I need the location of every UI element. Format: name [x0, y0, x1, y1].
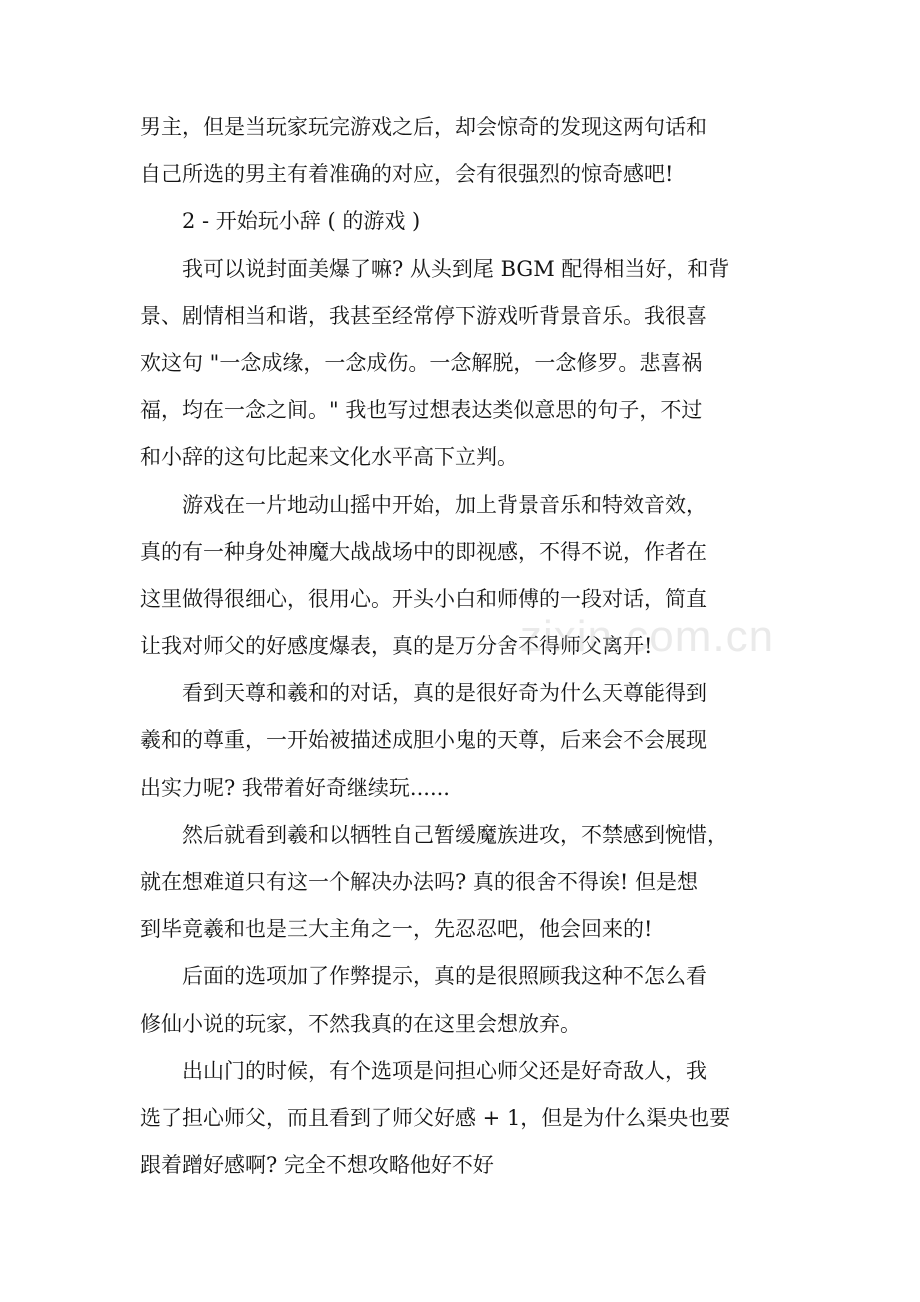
- text-line: 然后就看到羲和以牺牲自己暂缓魔族进攻，不禁感到惋惜，: [140, 822, 728, 847]
- text-line: 福，均在一念之间。" 我也写过想表达类似意思的句子，不过: [140, 398, 703, 423]
- text-line: 自己所选的男主有着准确的对应，会有很强烈的惊奇感吧!: [140, 162, 674, 187]
- section-heading: 2 - 开始玩小辞 ( 的游戏 ): [140, 209, 421, 234]
- text-line: 看到天尊和羲和的对话，真的是很好奇为什么天尊能得到: [140, 681, 707, 706]
- text-line: 欢这句 "一念成缘，一念成伤。一念解脱，一念修罗。悲喜祸: [140, 350, 703, 375]
- text-line: 修仙小说的玩家，不然我真的在这里会想放弃。: [140, 1011, 581, 1036]
- text-line: 真的有一种身处神魔大战战场中的即视感，不得不说，作者在: [140, 539, 707, 564]
- document-body: [140, 104, 780, 1189]
- text-line: 出山门的时候，有个选项是问担心师父还是好奇敌人，我: [140, 1058, 707, 1083]
- text-line: 让我对师父的好感度爆表，真的是万分舍不得师父离开!: [140, 634, 653, 659]
- text-line: 羲和的尊重，一开始被描述成胆小鬼的天尊，后来会不会展现: [140, 728, 707, 753]
- text-line: 这里做得很细心，很用心。开头小白和师傅的一段对话，简直: [140, 586, 707, 611]
- text-line: 我可以说封面美爆了嘛? 从头到尾 BGM 配得相当好，和背: [140, 256, 730, 281]
- text-line: 后面的选项加了作弊提示，真的是很照顾我这种不怎么看: [140, 964, 707, 989]
- text-line: 就在想难道只有这一个解决办法吗? 真的很舍不得诶! 但是想: [140, 870, 699, 894]
- text-line: 游戏在一片地动山摇中开始，加上背景音乐和特效音效，: [140, 492, 707, 517]
- text-line: 和小辞的这句比起来文化水平高下立判。: [140, 445, 518, 470]
- text-line: 男主，但是当玩家玩完游戏之后，却会惊奇的发现这两句话和: [140, 115, 707, 139]
- text-line: 跟着蹭好感啊? 完全不想攻略他好不好: [140, 1153, 494, 1178]
- text-line: 出实力呢? 我带着好奇继续玩......: [140, 775, 450, 800]
- text-line: 景、剧情相当和谐，我甚至经常停下游戏听背景音乐。我很喜: [140, 303, 707, 328]
- text-line: 选了担心师父，而且看到了师父好感 + 1，但是为什么渠央也要: [140, 1105, 731, 1130]
- watermark: zixin.com.cn: [520, 612, 775, 661]
- text-line: 到毕竟羲和也是三大主角之一，先忍忍吧，他会回来的!: [140, 917, 653, 942]
